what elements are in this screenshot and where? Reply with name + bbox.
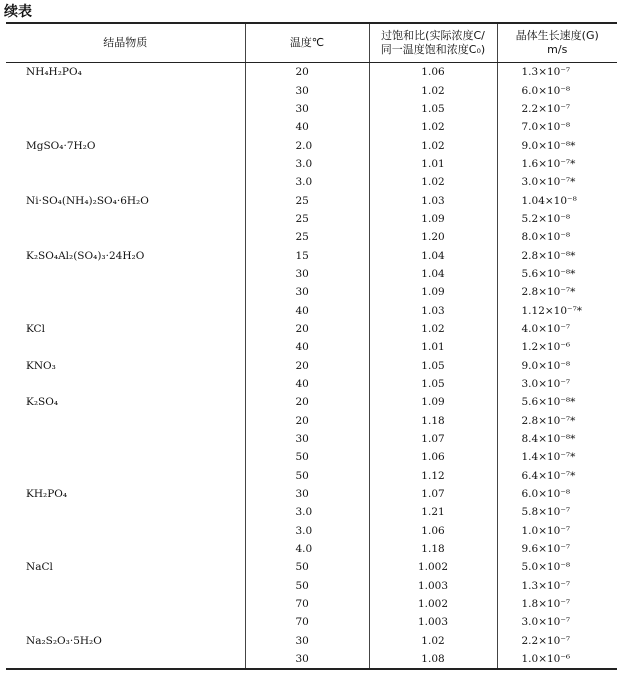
cell-substance bbox=[6, 283, 245, 301]
cell-temperature: 40 bbox=[245, 301, 369, 319]
cell-growth-rate: 3.0×10⁻⁷* bbox=[497, 173, 617, 191]
cell-substance bbox=[6, 503, 245, 521]
cell-substance bbox=[6, 118, 245, 136]
cell-growth-rate: 1.3×10⁻⁷ bbox=[497, 63, 617, 82]
cell-temperature: 50 bbox=[245, 467, 369, 485]
header-supersaturation bbox=[369, 23, 497, 63]
cell-substance bbox=[6, 650, 245, 669]
cell-supersaturation: 1.05 bbox=[369, 357, 497, 375]
cell-substance bbox=[6, 613, 245, 631]
table-row bbox=[6, 338, 617, 356]
table-row bbox=[6, 228, 617, 246]
cell-temperature: 70 bbox=[245, 613, 369, 631]
cell-growth-rate: 6.4×10⁻⁷* bbox=[497, 467, 617, 485]
cell-growth-rate: 9.0×10⁻⁸ bbox=[497, 357, 617, 375]
cell-supersaturation: 1.02 bbox=[369, 173, 497, 191]
cell-substance: NaCl bbox=[26, 561, 53, 574]
cell-growth-rate: 2.8×10⁻⁷* bbox=[497, 283, 617, 301]
cell-growth-rate: 1.04×10⁻⁸ bbox=[497, 191, 617, 209]
cell-growth-rate: 7.0×10⁻⁸ bbox=[497, 118, 617, 136]
table-row bbox=[6, 650, 617, 669]
cell-temperature: 2.0 bbox=[245, 136, 369, 154]
cell-temperature: 50 bbox=[245, 577, 369, 595]
continued-table-label: 续表 bbox=[4, 4, 32, 20]
cell-temperature: 20 bbox=[245, 412, 369, 430]
cell-substance: NH₄H₂PO₄ bbox=[26, 66, 82, 79]
cell-substance bbox=[6, 595, 245, 613]
cell-growth-rate: 5.6×10⁻⁸* bbox=[497, 265, 617, 283]
cell-substance bbox=[6, 540, 245, 558]
cell-temperature: 30 bbox=[245, 81, 369, 99]
table-row bbox=[6, 301, 617, 319]
header-substance: 结晶物质 bbox=[6, 23, 245, 63]
table-row bbox=[6, 485, 617, 503]
cell-temperature: 25 bbox=[245, 191, 369, 209]
cell-supersaturation: 1.21 bbox=[369, 503, 497, 521]
cell-substance: KCl bbox=[26, 322, 45, 335]
cell-growth-rate: 1.3×10⁻⁷ bbox=[497, 577, 617, 595]
cell-growth-rate: 2.2×10⁻⁷ bbox=[497, 632, 617, 650]
cell-growth-rate: 1.2×10⁻⁶ bbox=[497, 338, 617, 356]
cell-temperature: 40 bbox=[245, 118, 369, 136]
cell-temperature: 25 bbox=[245, 210, 369, 228]
cell-substance bbox=[6, 81, 245, 99]
header-growth-rate-line1: 晶体生长速度(G) bbox=[515, 29, 599, 42]
cell-temperature: 3.0 bbox=[245, 503, 369, 521]
cell-growth-rate: 5.8×10⁻⁷ bbox=[497, 503, 617, 521]
table-row bbox=[6, 412, 617, 430]
cell-temperature: 70 bbox=[245, 595, 369, 613]
table-row bbox=[6, 613, 617, 631]
table-row bbox=[6, 632, 617, 650]
cell-temperature: 30 bbox=[245, 632, 369, 650]
cell-substance bbox=[6, 228, 245, 246]
cell-supersaturation: 1.04 bbox=[369, 246, 497, 264]
table-body bbox=[6, 63, 617, 670]
cell-substance bbox=[6, 338, 245, 356]
header-supersaturation-line2: 同一温度饱和浓度C₀) bbox=[380, 43, 486, 56]
cell-substance bbox=[6, 448, 245, 466]
cell-substance bbox=[6, 265, 245, 283]
cell-substance: MgSO₄·7H₂O bbox=[26, 139, 96, 152]
cell-growth-rate: 8.0×10⁻⁸ bbox=[497, 228, 617, 246]
cell-substance bbox=[6, 375, 245, 393]
cell-temperature: 25 bbox=[245, 228, 369, 246]
cell-temperature: 30 bbox=[245, 283, 369, 301]
cell-supersaturation: 1.18 bbox=[369, 540, 497, 558]
cell-substance bbox=[6, 430, 245, 448]
cell-temperature: 30 bbox=[245, 650, 369, 669]
cell-growth-rate: 1.0×10⁻⁶ bbox=[497, 650, 617, 669]
table-header-row bbox=[6, 23, 617, 63]
cell-temperature: 30 bbox=[245, 100, 369, 118]
table-row bbox=[6, 503, 617, 521]
cell-supersaturation: 1.06 bbox=[369, 63, 497, 82]
cell-growth-rate: 3.0×10⁻⁷ bbox=[497, 613, 617, 631]
cell-supersaturation: 1.07 bbox=[369, 430, 497, 448]
cell-supersaturation: 1.04 bbox=[369, 265, 497, 283]
header-temperature: 温度℃ bbox=[245, 23, 369, 63]
table-row bbox=[6, 173, 617, 191]
cell-temperature: 4.0 bbox=[245, 540, 369, 558]
cell-supersaturation: 1.003 bbox=[369, 613, 497, 631]
cell-substance: Ni·SO₄(NH₄)₂SO₄·6H₂O bbox=[26, 194, 149, 207]
cell-substance bbox=[6, 412, 245, 430]
cell-growth-rate: 2.8×10⁻⁸* bbox=[497, 246, 617, 264]
cell-growth-rate: 5.2×10⁻⁸ bbox=[497, 210, 617, 228]
cell-supersaturation: 1.12 bbox=[369, 467, 497, 485]
cell-supersaturation: 1.02 bbox=[369, 632, 497, 650]
cell-substance: K₂SO₄ bbox=[26, 396, 59, 409]
table-row bbox=[6, 357, 617, 375]
table-row bbox=[6, 155, 617, 173]
table-row bbox=[6, 540, 617, 558]
cell-substance bbox=[6, 210, 245, 228]
cell-temperature: 3.0 bbox=[245, 522, 369, 540]
cell-temperature: 3.0 bbox=[245, 173, 369, 191]
cell-temperature: 15 bbox=[245, 246, 369, 264]
cell-growth-rate: 5.6×10⁻⁸* bbox=[497, 393, 617, 411]
cell-temperature: 20 bbox=[245, 320, 369, 338]
table-row bbox=[6, 118, 617, 136]
cell-growth-rate: 1.0×10⁻⁷ bbox=[497, 522, 617, 540]
table-row bbox=[6, 595, 617, 613]
table-row bbox=[6, 393, 617, 411]
header-growth-rate bbox=[497, 23, 617, 63]
table-row bbox=[6, 467, 617, 485]
cell-temperature: 20 bbox=[245, 393, 369, 411]
cell-growth-rate: 5.0×10⁻⁸ bbox=[497, 558, 617, 576]
table-row bbox=[6, 100, 617, 118]
cell-supersaturation: 1.06 bbox=[369, 522, 497, 540]
cell-supersaturation: 1.03 bbox=[369, 191, 497, 209]
cell-growth-rate: 9.0×10⁻⁸* bbox=[497, 136, 617, 154]
cell-temperature: 50 bbox=[245, 448, 369, 466]
cell-growth-rate: 6.0×10⁻⁸ bbox=[497, 81, 617, 99]
cell-temperature: 20 bbox=[245, 357, 369, 375]
cell-supersaturation: 1.002 bbox=[369, 558, 497, 576]
cell-substance bbox=[6, 577, 245, 595]
cell-temperature: 30 bbox=[245, 265, 369, 283]
cell-growth-rate: 2.2×10⁻⁷ bbox=[497, 100, 617, 118]
cell-substance: Na₂S₂O₃·5H₂O bbox=[26, 634, 102, 647]
header-growth-rate-line2: m/s bbox=[547, 43, 568, 56]
table-row bbox=[6, 63, 617, 82]
cell-supersaturation: 1.02 bbox=[369, 136, 497, 154]
table-row bbox=[6, 283, 617, 301]
cell-growth-rate: 4.0×10⁻⁷ bbox=[497, 320, 617, 338]
cell-growth-rate: 2.8×10⁻⁷* bbox=[497, 412, 617, 430]
cell-substance bbox=[6, 173, 245, 191]
cell-growth-rate: 9.6×10⁻⁷ bbox=[497, 540, 617, 558]
cell-substance bbox=[6, 522, 245, 540]
cell-temperature: 40 bbox=[245, 375, 369, 393]
cell-substance bbox=[6, 155, 245, 173]
table-row bbox=[6, 246, 617, 264]
cell-growth-rate: 8.4×10⁻⁸* bbox=[497, 430, 617, 448]
cell-supersaturation: 1.02 bbox=[369, 81, 497, 99]
cell-supersaturation: 1.01 bbox=[369, 338, 497, 356]
table-row bbox=[6, 136, 617, 154]
table-row bbox=[6, 522, 617, 540]
cell-growth-rate: 1.4×10⁻⁷* bbox=[497, 448, 617, 466]
cell-supersaturation: 1.06 bbox=[369, 448, 497, 466]
cell-supersaturation: 1.09 bbox=[369, 393, 497, 411]
cell-supersaturation: 1.08 bbox=[369, 650, 497, 669]
table-row bbox=[6, 191, 617, 209]
cell-supersaturation: 1.09 bbox=[369, 283, 497, 301]
cell-substance bbox=[6, 467, 245, 485]
cell-substance: KNO₃ bbox=[26, 359, 56, 372]
table-row bbox=[6, 81, 617, 99]
table-row bbox=[6, 430, 617, 448]
table-row bbox=[6, 265, 617, 283]
cell-growth-rate: 1.6×10⁻⁷* bbox=[497, 155, 617, 173]
cell-substance bbox=[6, 100, 245, 118]
cell-supersaturation: 1.02 bbox=[369, 320, 497, 338]
cell-supersaturation: 1.20 bbox=[369, 228, 497, 246]
cell-growth-rate: 6.0×10⁻⁸ bbox=[497, 485, 617, 503]
cell-temperature: 50 bbox=[245, 558, 369, 576]
cell-supersaturation: 1.003 bbox=[369, 577, 497, 595]
cell-growth-rate: 1.12×10⁻⁷* bbox=[497, 301, 617, 319]
cell-supersaturation: 1.002 bbox=[369, 595, 497, 613]
cell-substance: K₂SO₄Al₂(SO₄)₃·24H₂O bbox=[26, 249, 145, 262]
table-row bbox=[6, 210, 617, 228]
table-row bbox=[6, 375, 617, 393]
cell-supersaturation: 1.07 bbox=[369, 485, 497, 503]
cell-supersaturation: 1.05 bbox=[369, 375, 497, 393]
cell-temperature: 40 bbox=[245, 338, 369, 356]
header-supersaturation-line1: 过饱和比(实际浓度C/ bbox=[381, 29, 485, 42]
cell-temperature: 3.0 bbox=[245, 155, 369, 173]
cell-temperature: 30 bbox=[245, 485, 369, 503]
table-row bbox=[6, 558, 617, 576]
cell-supersaturation: 1.18 bbox=[369, 412, 497, 430]
cell-temperature: 30 bbox=[245, 430, 369, 448]
cell-growth-rate: 1.8×10⁻⁷ bbox=[497, 595, 617, 613]
cell-supersaturation: 1.09 bbox=[369, 210, 497, 228]
cell-substance: KH₂PO₄ bbox=[26, 488, 68, 501]
cell-growth-rate: 3.0×10⁻⁷ bbox=[497, 375, 617, 393]
table-row bbox=[6, 448, 617, 466]
table-row bbox=[6, 577, 617, 595]
table-row bbox=[6, 320, 617, 338]
cell-substance bbox=[6, 301, 245, 319]
cell-supersaturation: 1.01 bbox=[369, 155, 497, 173]
cell-supersaturation: 1.05 bbox=[369, 100, 497, 118]
cell-supersaturation: 1.03 bbox=[369, 301, 497, 319]
crystal-growth-table bbox=[6, 22, 617, 670]
cell-temperature: 20 bbox=[245, 63, 369, 82]
cell-supersaturation: 1.02 bbox=[369, 118, 497, 136]
